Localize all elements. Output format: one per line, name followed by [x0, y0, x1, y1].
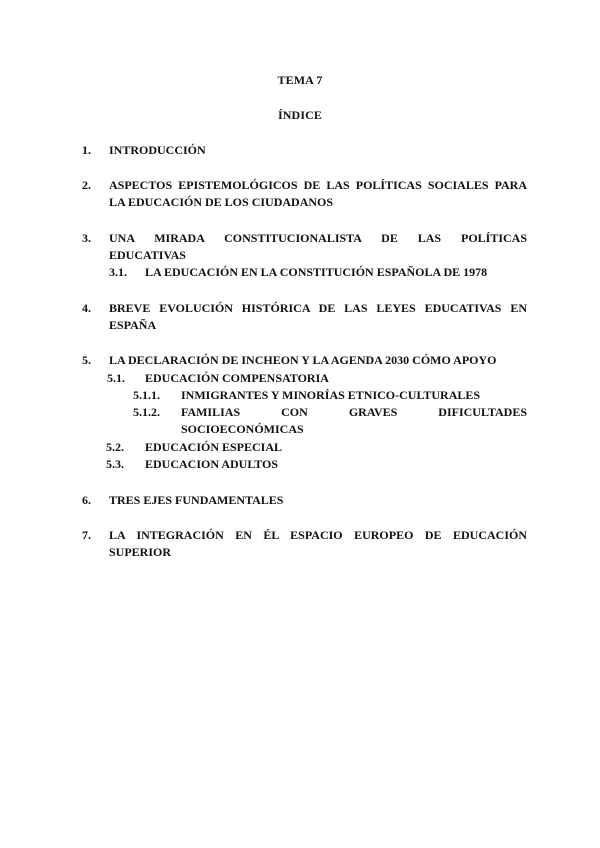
toc-title-continuation: LA EDUCACIÓN DE LOS CIUDADANOS — [109, 195, 334, 209]
toc-number: 5.1.2. — [133, 405, 160, 419]
toc-number: 4. — [82, 301, 91, 315]
toc-title: LA EDUCACIÓN EN LA CONSTITUCIÓN ESPAÑOLA DE 1978 — [145, 265, 488, 279]
toc-title: LA DECLARACIÓN DE INCHEON Y LA AGENDA 2030 CÓMO APOYO — [109, 353, 497, 367]
toc-title-continuation: SOCIOECONÓMICAS — [181, 422, 304, 436]
toc-title: UNA MIRADA CONSTITUCIONALISTA DE LAS POLÍTICAS — [109, 231, 527, 245]
toc-title: TRES EJES FUNDAMENTALES — [109, 493, 284, 507]
toc-number: 5. — [82, 353, 91, 367]
toc-title: BREVE EVOLUCIÓN HISTÓRICA DE LAS LEYES EDUCATIVAS EN — [109, 301, 527, 315]
toc-number: 6. — [82, 493, 91, 507]
toc-title-continuation: EDUCATIVAS — [109, 248, 186, 262]
toc-number: 5.1.1. — [133, 388, 160, 402]
toc-number: 5.2. — [106, 440, 124, 454]
toc-title: EDUCACIÓN COMPENSATORIA — [145, 371, 329, 385]
toc-title: FAMILIAS CON GRAVES DIFICULTADES — [181, 405, 527, 419]
toc-title: EDUCACIÓN ESPECIAL — [145, 440, 283, 454]
toc-title: INMIGRANTES Y MINORÍAS ETNICO-CULTURALES — [181, 388, 481, 402]
toc-number: 2. — [82, 178, 91, 192]
toc-title: INTRODUCCIÓN — [109, 143, 206, 157]
toc-title-continuation: SUPERIOR — [109, 545, 172, 559]
document-title: TEMA 7 — [277, 73, 323, 87]
toc-number: 7. — [82, 528, 91, 542]
toc-number: 5.1. — [107, 371, 125, 385]
toc-title: LA INTEGRACIÓN EN ÉL ESPACIO EUROPEO DE EDUCACIÓN — [109, 528, 527, 542]
toc-number: 1. — [82, 143, 91, 157]
toc-title: ASPECTOS EPISTEMOLÓGICOS DE LAS POLÍTICAS SOCIALES PARA — [109, 178, 527, 192]
toc-number: 3. — [82, 231, 91, 245]
toc-title: EDUCACION ADULTOS — [145, 457, 279, 471]
index-heading: ÍNDICE — [278, 108, 322, 122]
toc-number: 5.3. — [106, 457, 124, 471]
toc-title-continuation: ESPAÑA — [109, 318, 157, 332]
toc-number: 3.1. — [109, 265, 127, 279]
